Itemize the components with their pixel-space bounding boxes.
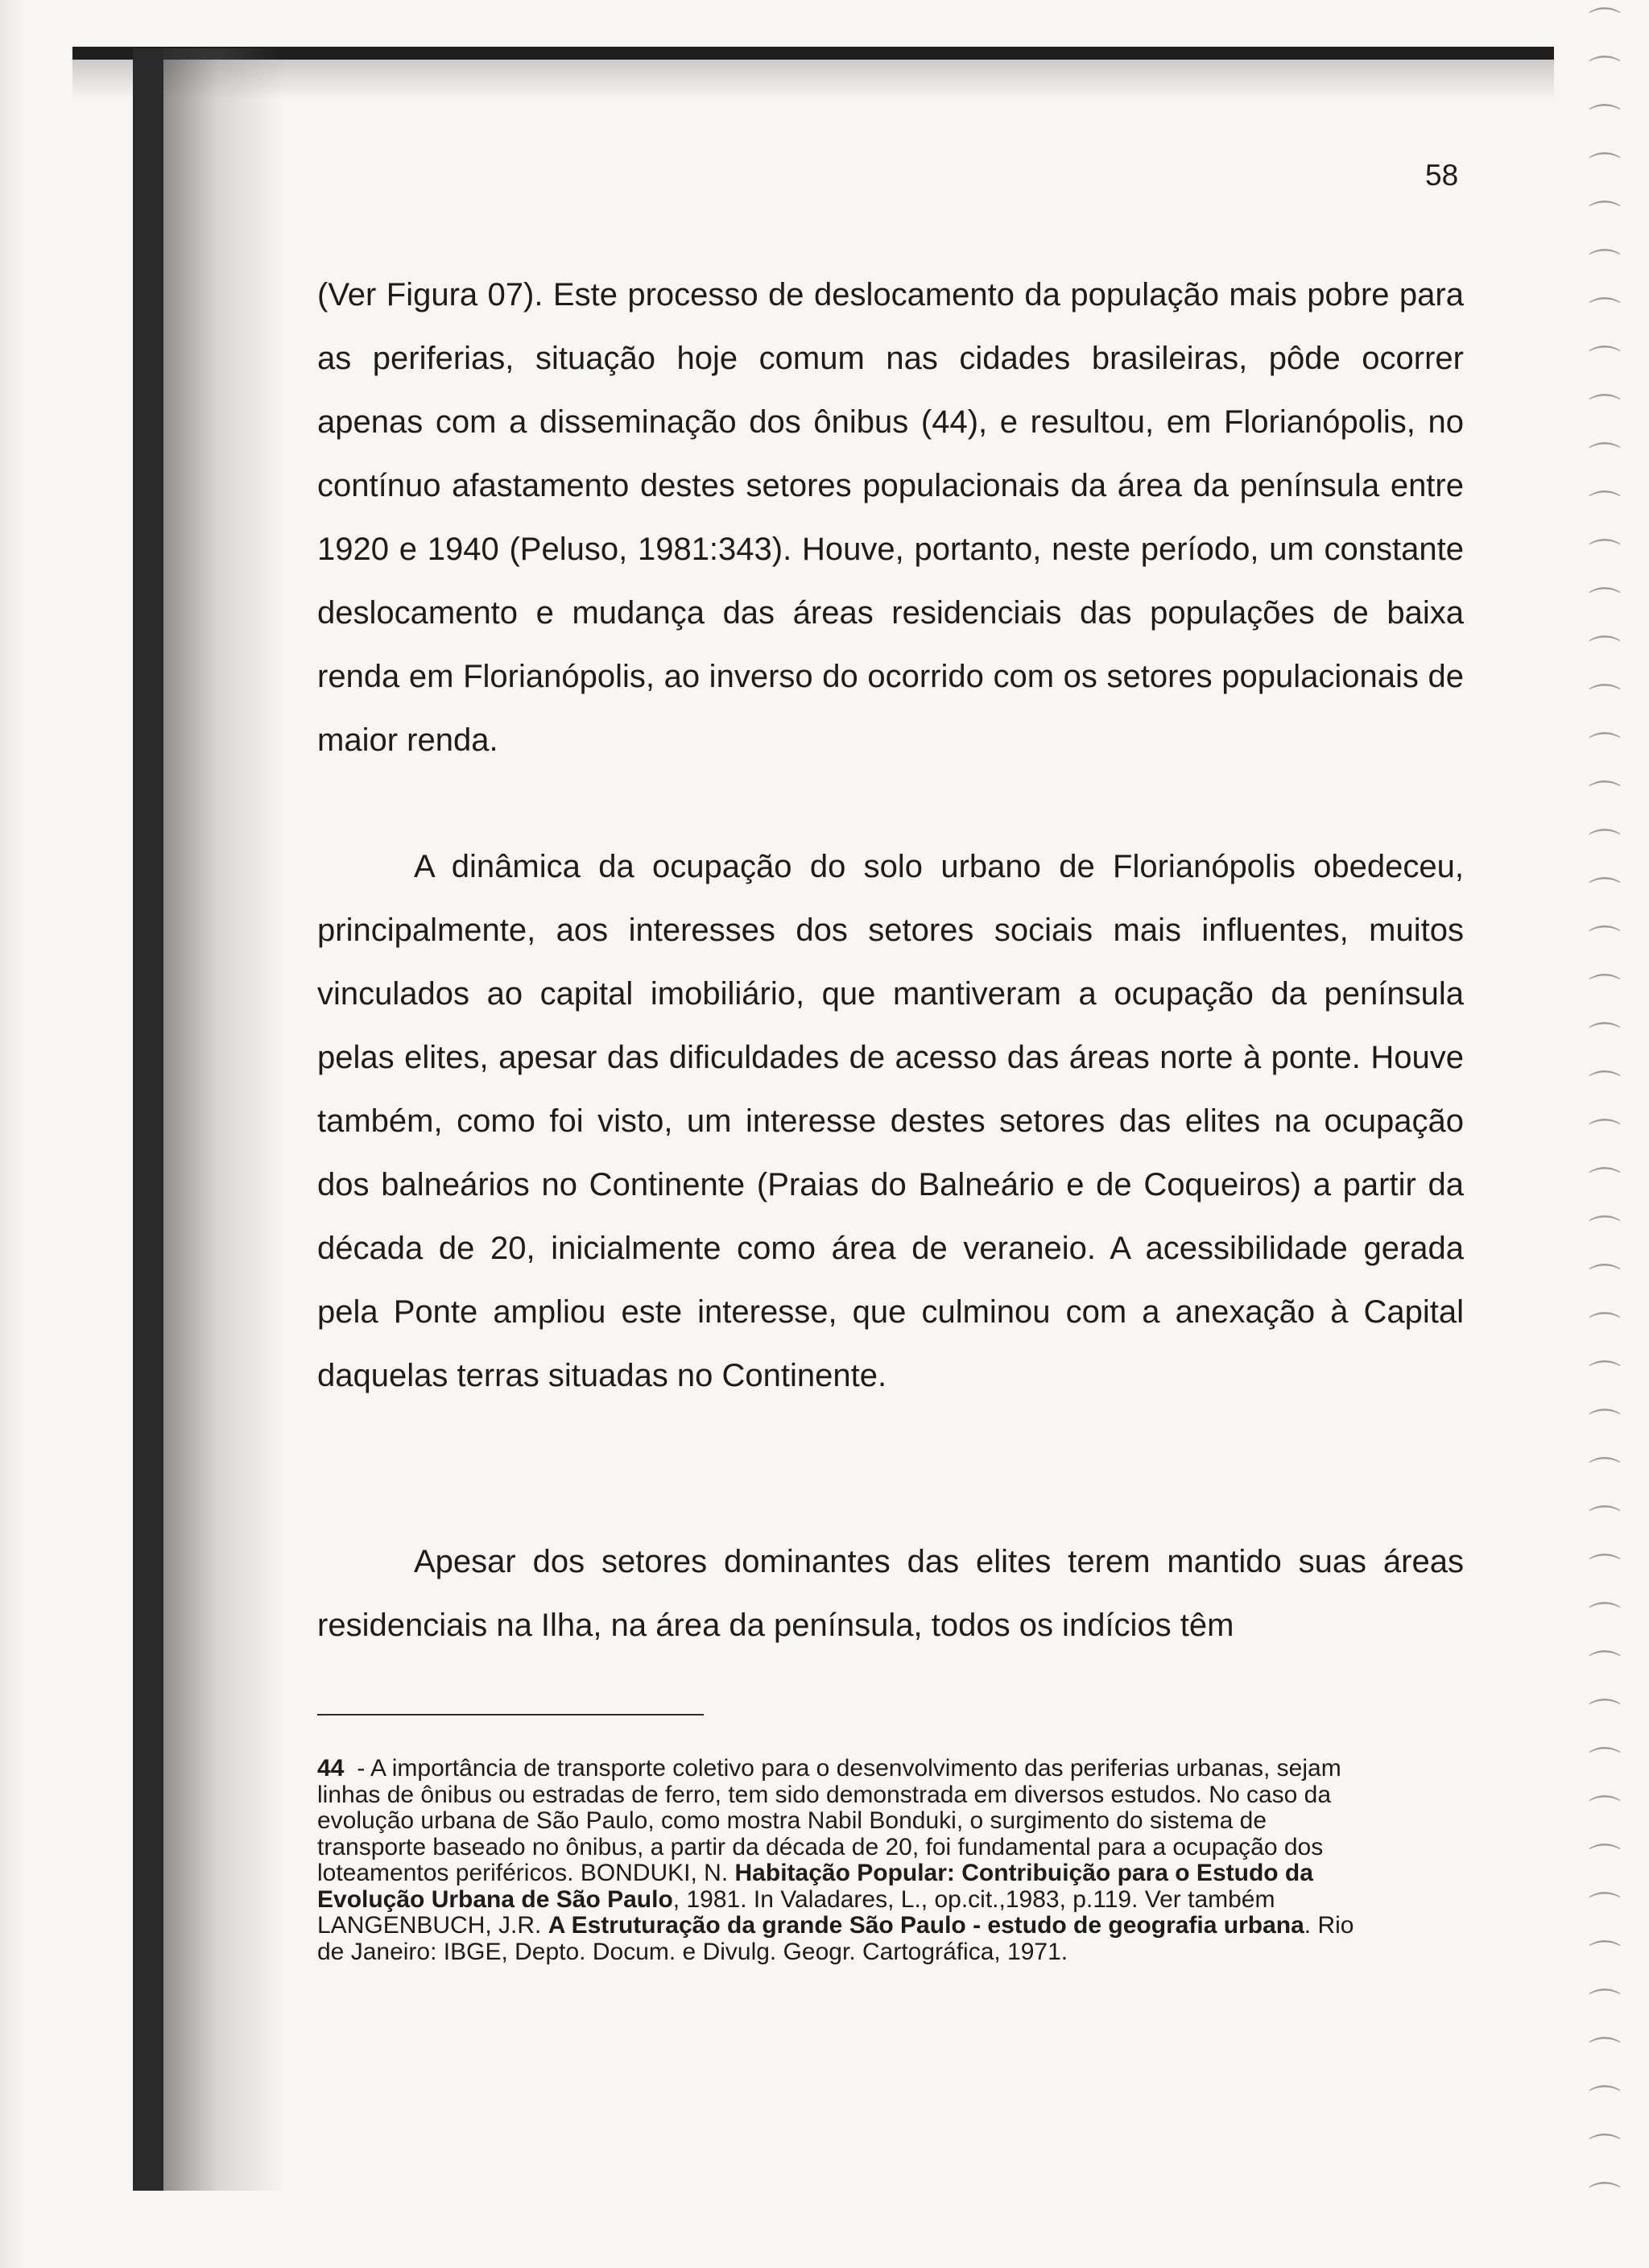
footnote-text-part-1: - A importância de transporte coletivo para o desenvolvimento das periferias urbanas, sejam linhas de ônibus ou estradas de ferro, tem sido demonstrada em diversos estudos. No caso da evolução urbana de São Paulo, como mostra Nabil Bonduki, o surgimento do sistema de transporte baseado no ônibus, a partir da década de 20, foi fundamental para a ocupação dos loteamentos periféricos. BONDUKI, N. — [317, 1755, 1341, 1886]
footnote-44 — [317, 1756, 1372, 1965]
scan-top-shadow — [72, 60, 1554, 100]
paragraph-1-text: (Ver Figura 07). Este processo de deslocamento da população mais pobre para as periferias, situação hoje comum nas cidades brasileiras, pôde ocorrer apenas com a disseminação dos ônibus (44), e resultou, em Florianópolis, no contínuo afastamento destes setores populacionais da área da península entre 1920 e 1940 (Peluso, 1981:343). Houve, portanto, neste período, um constante deslocamento e mudança das áreas residenciais das populações de baixa renda em Florianópolis, ao inverso do ocorrido com os setores populacionais de maior renda. — [317, 277, 1464, 758]
scan-left-edge — [0, 0, 24, 2268]
paragraph-2 — [317, 835, 1464, 1408]
paragraph-2-text: A dinâmica da ocupação do solo urbano de Florianópolis obedeceu, principalmente, aos interesses dos setores sociais mais influentes, muitos vinculados ao capital imobiliário, que mantiveram a ocupação da península pelas elites, apesar das dificuldades de acesso das áreas norte à ponte. Houve também, como foi visto, um interesse destes setores das elites na ocupação dos balneários no Continente (Praias do Balneário e de Coqueiros) a partir da década de 20, inicialmente como área de veraneio. A acessibilidade gerada pela Ponte ampliou este interesse, que culminou com a anexação à Capital daquelas terras situadas no Continente. — [317, 849, 1464, 1393]
footnote-marker: 44 — [317, 1755, 345, 1782]
page-number: 58 — [1425, 159, 1459, 192]
footnote-text — [317, 1756, 1372, 1965]
footnote-divider — [317, 1714, 704, 1715]
scan-top-border — [72, 47, 1554, 60]
footnote-text-part-2: , 1981. In Valadares, L., op.cit.,1983, p.119. Ver também LANGENBUCH, J.R. — [317, 1885, 1275, 1939]
binder-holes: ⌒ ⌒ ⌒ ⌒ ⌒ ⌒ ⌒ ⌒ ⌒ ⌒ ⌒ ⌒ ⌒ ⌒ ⌒ ⌒ ⌒ ⌒ ⌒ ⌒ ⌒ ⌒ ⌒ ⌒ ⌒ ⌒ ⌒ ⌒ ⌒ ⌒ ⌒ ⌒ ⌒ ⌒ ⌒ ⌒ ⌒ ⌒ ⌒ ⌒ ⌒ ⌒ ⌒ ⌒ ⌒ ⌒ — [1589, 6, 1621, 2216]
scan-left-border — [133, 48, 163, 2191]
paragraph-1 — [317, 263, 1464, 772]
paragraph-3 — [317, 1530, 1464, 1658]
scan-left-shadow — [163, 48, 284, 2191]
footnote-title-2: A Estruturação da grande São Paulo - estudo de geografia urbana — [548, 1912, 1304, 1939]
footnote-title-1: Habitação Popular: Contribuição para o Estudo da Evolução Urbana de São Paulo — [317, 1860, 1313, 1913]
paragraph-3-text: Apesar dos setores dominantes das elites terem mantido suas áreas residenciais na Ilha, na área da península, todos os indícios têm — [317, 1544, 1464, 1643]
footnote-text-part-3: . Rio de Janeiro: IBGE, Depto. Docum. e Divulg. Geogr. Cartográfica, 1971. — [317, 1912, 1354, 1965]
